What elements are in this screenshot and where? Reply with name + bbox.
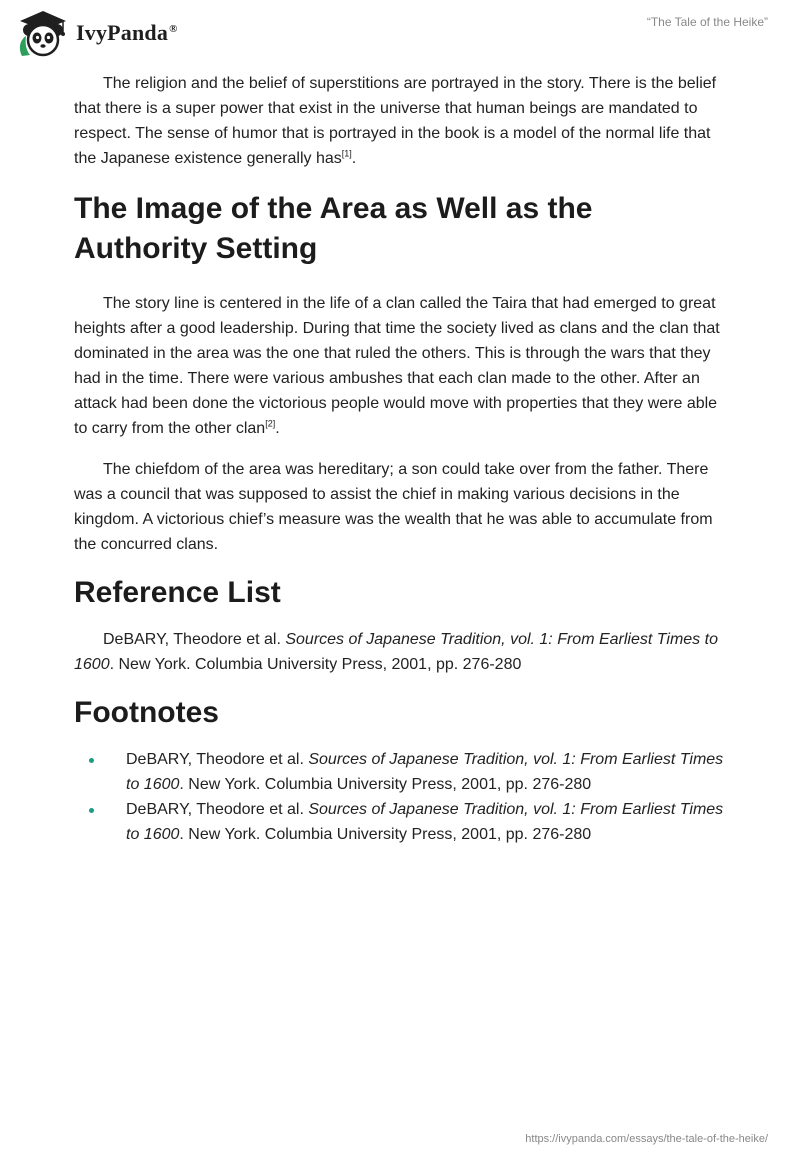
running-title: “The Tale of the Heike” [646,15,768,29]
footnote-ref-2[interactable]: [2] [265,418,276,429]
panda-graduate-icon [14,8,72,58]
footnote-item: DeBARY, Theodore et al. Sources of Japanese Tradition, vol. 1: From Earliest Times to 1600. New York. Columbia University Press, 2001, pp. 276-280 [74,747,726,797]
footnote-ref-1[interactable]: [1] [341,148,352,159]
intro-paragraph: The religion and the belief of superstitions are portrayed in the story. There is the belief that there is a super power that exist in the universe that human beings are mandated to respect. The sense of humor that is portrayed in the book is a model of the normal life that the Japanese existence generally has[1]. [74,75,717,167]
footnotes-heading: Footnotes [74,696,219,729]
footnote-item: DeBARY, Theodore et al. Sources of Japanese Tradition, vol. 1: From Earliest Times to 1600. New York. Columbia University Press, 2001, pp. 276-280 [74,797,726,847]
source-url[interactable]: https://ivypanda.com/essays/the-tale-of-the-heike/ [525,1133,768,1145]
section-paragraph-1: The story line is centered in the life of a clan called the Taira that had emerged to great heights after a good leadership. During that time the society lived as clans and the clan that dominated in the area was the one that ruled the others. This is through the wars that they had in the time. There were various ambushes that each clan made to the other. After an attack had been done the victorious people would move with properties that they were able to carry from the other clan[2]. [74,295,720,437]
bullet-icon [89,758,94,763]
bullet-icon [89,808,94,813]
section-heading-image-area: The Image of the Area as Well as the Authority Setting [74,192,593,265]
reference-entry: DeBARY, Theodore et al. Sources of Japanese Tradition, vol. 1: From Earliest Times to 1600. New York. Columbia University Press, 2001, pp. 276-280 [74,631,718,673]
essay-content [74,71,726,847]
ivypanda-logo[interactable] [14,8,178,58]
logo-wordmark: IvyPanda® [76,20,178,45]
section-paragraph-2: The chiefdom of the area was hereditary; a son could take over from the father. There was a council that was supposed to assist the chief in making various decisions in the kingdom. A victorious chief’s measure was the wealth that he was able to accumulate from the concurred clans. [74,461,713,553]
page-header [0,0,800,64]
reference-list-heading: Reference List [74,576,281,609]
footnotes-list [74,747,726,847]
